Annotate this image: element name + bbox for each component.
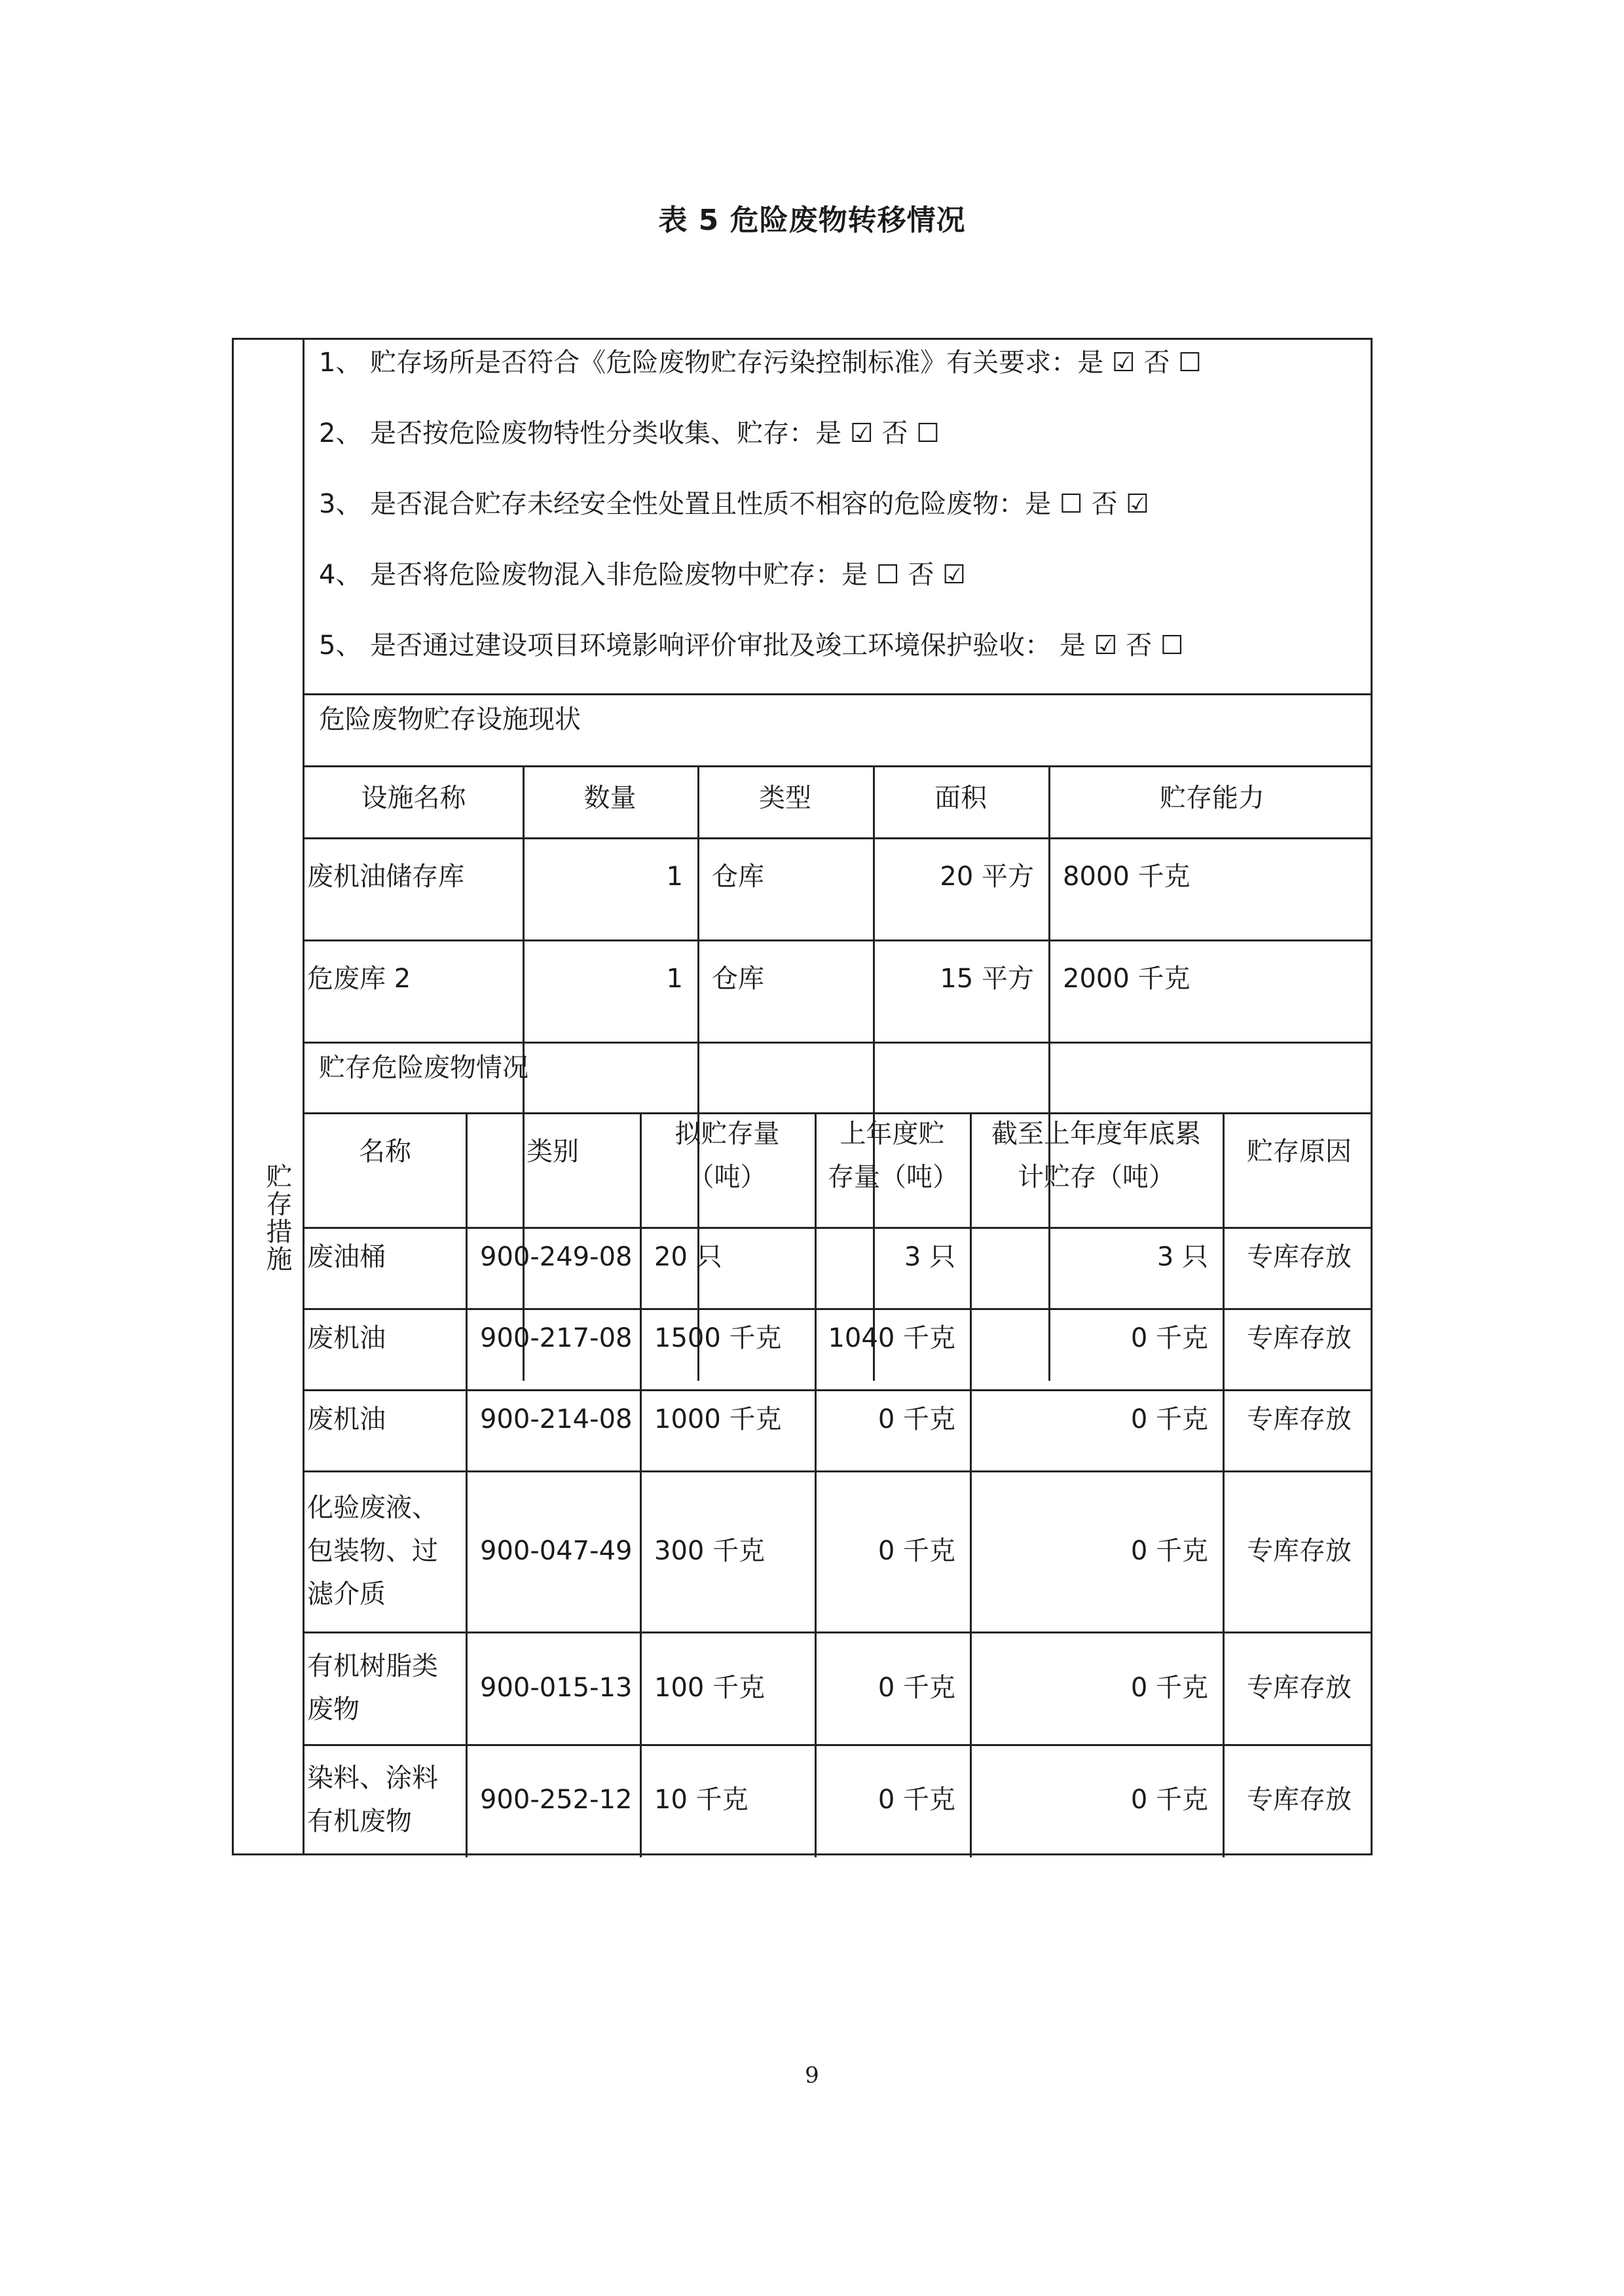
facility-header-type: 类型 (759, 783, 811, 813)
storage-section-title: 贮存危险废物情况 (319, 1053, 528, 1083)
facility-row-2-area: 15 平方 (940, 964, 1034, 994)
storage-row-5-cumulative: 0 千克 (1130, 1673, 1208, 1703)
storage-header-cumulative: 截至上年度年底累计贮存（吨） (991, 1119, 1201, 1192)
facility-row-1-area: 20 平方 (940, 862, 1034, 892)
storage-row-4-last-year: 0 千克 (877, 1536, 955, 1566)
facilities-section-title: 危险废物贮存设施现状 (319, 704, 581, 735)
storage-row-6-category: 900-252-12 (480, 1785, 633, 1815)
facility-row-2-name: 危废库 2 (307, 964, 411, 994)
facility-row-1-capacity: 8000 千克 (1063, 862, 1190, 892)
storage-header-reason: 贮存原因 (1247, 1137, 1352, 1167)
facility-row-1-type: 仓库 (712, 862, 764, 892)
page-number: 9 (805, 2062, 819, 2088)
question-2: 2、 是否按危险废物特性分类收集、贮存：是 ☑ 否 ☐ (319, 418, 940, 448)
storage-row-4-name: 化验废液、包装物、过滤介质 (307, 1493, 438, 1609)
storage-header-category: 类别 (526, 1137, 579, 1167)
storage-row-5-planned: 100 千克 (654, 1673, 766, 1703)
storage-row-4-reason: 专库存放 (1247, 1536, 1352, 1566)
storage-row-6-name: 染料、涂料有机废物 (307, 1763, 438, 1836)
question-3: 3、 是否混合贮存未经安全性处置且性质不相容的危险废物：是 ☐ 否 ☑ (319, 489, 1150, 519)
storage-row-3-reason: 专库存放 (1247, 1404, 1352, 1434)
facility-row-1-count: 1 (666, 862, 683, 892)
storage-row-6-cumulative: 0 千克 (1130, 1785, 1208, 1815)
storage-row-4-planned: 300 千克 (654, 1536, 766, 1566)
storage-row-6-reason: 专库存放 (1247, 1785, 1352, 1815)
facility-row-2-capacity: 2000 千克 (1063, 964, 1190, 994)
storage-row-3-last-year: 0 千克 (877, 1404, 955, 1434)
storage-row-3-planned: 1000 千克 (654, 1404, 782, 1434)
facility-header-capacity: 贮存能力 (1160, 783, 1264, 813)
storage-row-6-planned: 10 千克 (654, 1785, 748, 1815)
divider (304, 693, 1371, 695)
page-title: 表 5 危险废物转移情况 (658, 204, 966, 237)
facility-row-1-name: 废机油储存库 (307, 862, 464, 892)
storage-row-2-last-year: 1040 千克 (828, 1323, 955, 1353)
storage-row-5-last-year: 0 千克 (877, 1673, 955, 1703)
storage-row-2-cumulative: 0 千克 (1130, 1323, 1208, 1353)
question-1: 1、 贮存场所是否符合《危险废物贮存污染控制标准》有关要求：是 ☑ 否 ☐ (319, 348, 1202, 378)
question-4: 4、 是否将危险废物混入非危险废物中贮存：是 ☐ 否 ☑ (319, 560, 967, 590)
side-label-cell (234, 340, 304, 1853)
storage-row-1-last-year: 3 只 (904, 1242, 955, 1272)
storage-row-5-reason: 专库存放 (1247, 1673, 1352, 1703)
facility-row-2-count: 1 (666, 964, 683, 994)
storage-row-1-planned: 20 只 (654, 1242, 722, 1272)
storage-row-4-cumulative: 0 千克 (1130, 1536, 1208, 1566)
storage-row-1-name: 废油桶 (307, 1242, 386, 1272)
storage-row-1-cumulative: 3 只 (1156, 1242, 1208, 1272)
facility-header-count: 数量 (583, 783, 637, 813)
storage-header-last-year: 上年度贮存量（吨） (828, 1119, 959, 1192)
storage-row-5-category: 900-015-13 (480, 1673, 633, 1703)
storage-row-4-category: 900-047-49 (480, 1536, 633, 1566)
facility-row-2-type: 仓库 (712, 964, 764, 994)
storage-row-2-reason: 专库存放 (1247, 1323, 1352, 1353)
storage-measures-table (232, 338, 1373, 1855)
storage-row-1-reason: 专库存放 (1247, 1242, 1352, 1272)
side-label: 贮存措施 (262, 1163, 292, 1273)
question-5: 5、 是否通过建设项目环境影响评价审批及竣工环境保护验收： 是 ☑ 否 ☐ (319, 630, 1184, 661)
table-content (304, 340, 1371, 1853)
storage-row-3-name: 废机油 (307, 1404, 386, 1434)
facility-header-name: 设施名称 (361, 783, 466, 813)
storage-row-3-cumulative: 0 千克 (1130, 1404, 1208, 1434)
storage-row-2-category: 900-217-08 (480, 1323, 633, 1353)
storage-row-2-planned: 1500 千克 (654, 1323, 782, 1353)
storage-row-6-last-year: 0 千克 (877, 1785, 955, 1815)
facility-header-area: 面积 (934, 783, 987, 813)
storage-header-planned: 拟贮存量（吨） (674, 1119, 780, 1192)
storage-row-2-name: 废机油 (307, 1323, 386, 1353)
storage-header-name: 名称 (359, 1137, 411, 1167)
storage-row-3-category: 900-214-08 (480, 1404, 633, 1434)
storage-row-5-name: 有机树脂类废物 (307, 1651, 438, 1724)
storage-row-1-category: 900-249-08 (480, 1242, 633, 1272)
